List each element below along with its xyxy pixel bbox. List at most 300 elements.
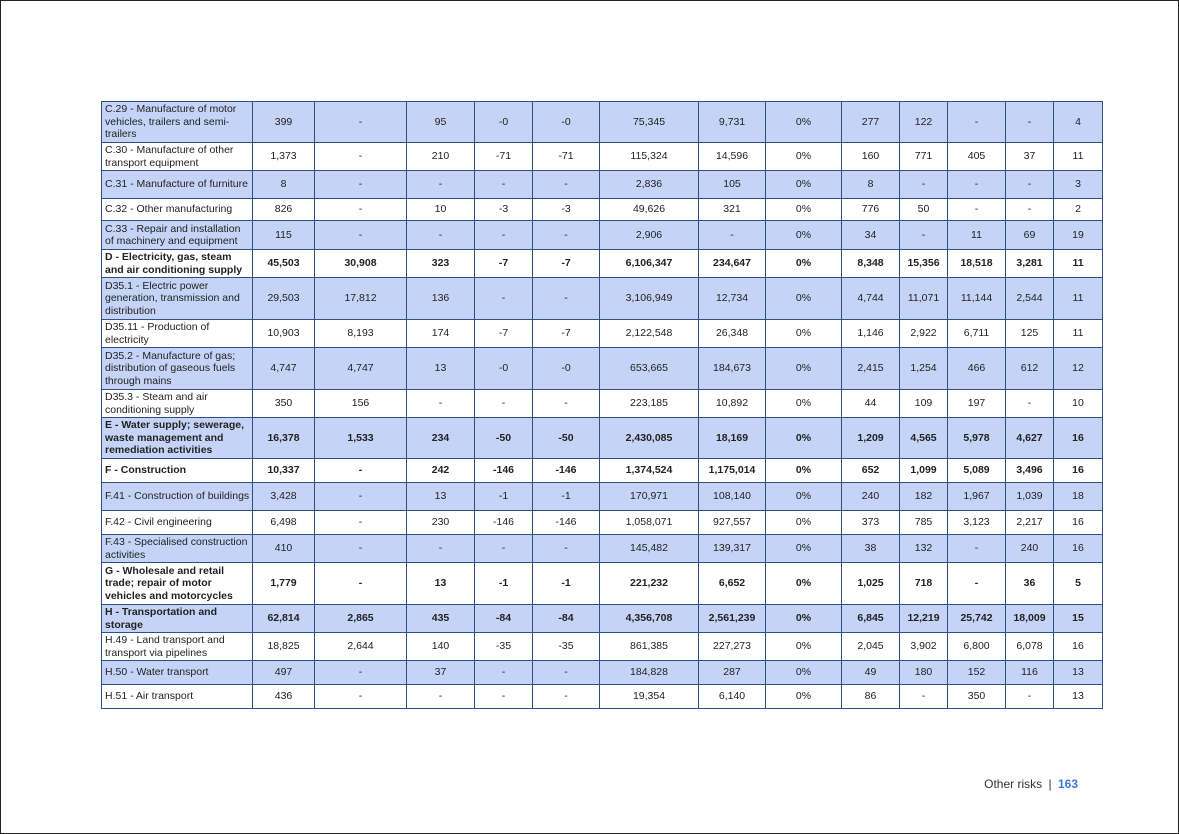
value-cell: 9,731 [699,102,766,143]
value-cell: 18,169 [699,418,766,459]
value-cell: 4,627 [1006,418,1054,459]
value-cell: 2,561,239 [699,605,766,633]
value-cell: 0% [766,171,842,199]
value-cell: 230 [407,511,475,535]
value-cell: 45,503 [253,250,315,278]
value-cell: 18,825 [253,633,315,661]
value-cell: 3,106,949 [600,278,699,320]
value-cell: 29,503 [253,278,315,320]
value-cell: 8 [842,171,900,199]
row-label-cell: F.42 - Civil engineering [102,511,253,535]
value-cell: 12,219 [900,605,948,633]
value-cell: 373 [842,511,900,535]
table-row [102,483,1103,511]
value-cell: 1,039 [1006,483,1054,511]
table-row [102,102,1103,143]
table-row [102,511,1103,535]
value-cell: 0% [766,348,842,390]
value-cell: -35 [533,633,600,661]
value-cell: -0 [475,348,533,390]
value-cell: -7 [475,250,533,278]
value-cell: 350 [253,390,315,418]
value-cell: -146 [533,459,600,483]
value-cell: 0% [766,685,842,709]
value-cell: 16 [1054,511,1103,535]
table-row [102,278,1103,320]
value-cell: -0 [475,102,533,143]
value-cell: 2,045 [842,633,900,661]
row-label-cell: D35.1 - Electric power generation, transmission and distribution [102,278,253,320]
value-cell: 115 [253,221,315,250]
value-cell: 16,378 [253,418,315,459]
row-label-cell: H.51 - Air transport [102,685,253,709]
value-cell: 3,902 [900,633,948,661]
value-cell: 0% [766,459,842,483]
value-cell: 3,281 [1006,250,1054,278]
row-label-cell: D35.11 - Production of electricity [102,320,253,348]
row-label-cell: D35.2 - Manufacture of gas; distribution of gaseous fuels through mains [102,348,253,390]
value-cell: - [533,221,600,250]
row-label-cell: D - Electricity, gas, steam and air conditioning supply [102,250,253,278]
row-label-cell: D35.3 - Steam and air conditioning supply [102,390,253,418]
value-cell: - [533,171,600,199]
value-cell: 182 [900,483,948,511]
value-cell: 2,415 [842,348,900,390]
value-cell: - [900,221,948,250]
value-cell: 0% [766,511,842,535]
value-cell: - [1006,685,1054,709]
value-cell: 0% [766,278,842,320]
value-cell: 11 [948,221,1006,250]
value-cell: 242 [407,459,475,483]
value-cell: 927,557 [699,511,766,535]
value-cell: 62,814 [253,605,315,633]
value-cell: 0% [766,390,842,418]
table-row [102,563,1103,605]
value-cell: 0% [766,535,842,563]
value-cell: 497 [253,661,315,685]
row-label-cell: C.33 - Repair and installation of machinery and equipment [102,221,253,250]
value-cell: - [533,661,600,685]
value-cell: 0% [766,633,842,661]
value-cell: - [407,221,475,250]
value-cell: 10,337 [253,459,315,483]
value-cell: 13 [1054,685,1103,709]
value-cell: 13 [407,348,475,390]
value-cell: - [315,199,407,221]
value-cell: - [948,199,1006,221]
value-cell: - [407,390,475,418]
value-cell: 19 [1054,221,1103,250]
table-row [102,633,1103,661]
value-cell: 1,058,071 [600,511,699,535]
value-cell: 49,626 [600,199,699,221]
value-cell: 145,482 [600,535,699,563]
value-cell: 405 [948,143,1006,171]
value-cell: 108,140 [699,483,766,511]
value-cell: 2,922 [900,320,948,348]
value-cell: 116 [1006,661,1054,685]
value-cell: - [315,511,407,535]
table-row [102,199,1103,221]
value-cell: 321 [699,199,766,221]
value-cell: 122 [900,102,948,143]
value-cell: 0% [766,418,842,459]
value-cell: - [475,685,533,709]
value-cell: 95 [407,102,475,143]
row-label-cell: E - Water supply; sewerage, waste management and remediation activities [102,418,253,459]
value-cell: - [475,221,533,250]
value-cell: - [699,221,766,250]
value-cell: - [533,685,600,709]
value-cell: - [315,563,407,605]
value-cell: - [533,278,600,320]
row-label-cell: H.49 - Land transport and transport via pipelines [102,633,253,661]
value-cell: 776 [842,199,900,221]
value-cell: -35 [475,633,533,661]
value-cell: 2 [1054,199,1103,221]
value-cell: -71 [533,143,600,171]
value-cell: 234,647 [699,250,766,278]
value-cell: 197 [948,390,1006,418]
value-cell: 3,428 [253,483,315,511]
value-cell: - [1006,390,1054,418]
value-cell: 13 [407,563,475,605]
value-cell: 18,009 [1006,605,1054,633]
value-cell: -1 [475,563,533,605]
value-cell: 10,903 [253,320,315,348]
value-cell: 653,665 [600,348,699,390]
value-cell: 12,734 [699,278,766,320]
value-cell: 14,596 [699,143,766,171]
value-cell: 0% [766,661,842,685]
value-cell: - [475,535,533,563]
value-cell: 240 [1006,535,1054,563]
value-cell: - [948,102,1006,143]
value-cell: 15,356 [900,250,948,278]
value-cell: 6,498 [253,511,315,535]
value-cell: 38 [842,535,900,563]
value-cell: - [1006,102,1054,143]
value-cell: - [475,661,533,685]
value-cell: 1,025 [842,563,900,605]
value-cell: 174 [407,320,475,348]
value-cell: 4,747 [253,348,315,390]
value-cell: 13 [1054,661,1103,685]
value-cell: 18 [1054,483,1103,511]
value-cell: - [533,535,600,563]
value-cell: 11 [1054,320,1103,348]
page-footer [984,777,1078,791]
value-cell: 136 [407,278,475,320]
value-cell: - [315,535,407,563]
value-cell: 652 [842,459,900,483]
value-cell: -71 [475,143,533,171]
value-cell: 105 [699,171,766,199]
table-row [102,535,1103,563]
value-cell: - [900,685,948,709]
value-cell: -50 [533,418,600,459]
value-cell: 17,812 [315,278,407,320]
table-row [102,661,1103,685]
value-cell: - [533,390,600,418]
value-cell: 115,324 [600,143,699,171]
table-row [102,605,1103,633]
value-cell: 140 [407,633,475,661]
value-cell: 1,146 [842,320,900,348]
value-cell: - [407,171,475,199]
value-cell: - [315,685,407,709]
row-label-cell: F.41 - Construction of buildings [102,483,253,511]
value-cell: 1,779 [253,563,315,605]
value-cell: 44 [842,390,900,418]
value-cell: - [1006,171,1054,199]
value-cell: 36 [1006,563,1054,605]
value-cell: -146 [475,511,533,535]
value-cell: 15 [1054,605,1103,633]
value-cell: 1,374,524 [600,459,699,483]
value-cell: 184,673 [699,348,766,390]
value-cell: -3 [533,199,600,221]
value-cell: 10,892 [699,390,766,418]
value-cell: 2,544 [1006,278,1054,320]
value-cell: 1,533 [315,418,407,459]
value-cell: 3,496 [1006,459,1054,483]
footer-section-title: Other risks [984,777,1043,791]
value-cell: 718 [900,563,948,605]
value-cell: 771 [900,143,948,171]
value-cell: -84 [533,605,600,633]
row-label-cell: F.43 - Specialised construction activities [102,535,253,563]
table-row [102,250,1103,278]
value-cell: -0 [533,348,600,390]
value-cell: - [407,685,475,709]
row-label-cell: C.31 - Manufacture of furniture [102,171,253,199]
value-cell: 1,254 [900,348,948,390]
value-cell: - [407,535,475,563]
value-cell: 25,742 [948,605,1006,633]
value-cell: 6,845 [842,605,900,633]
value-cell: 0% [766,143,842,171]
value-cell: 75,345 [600,102,699,143]
value-cell: -7 [475,320,533,348]
value-cell: 16 [1054,633,1103,661]
value-cell: 11 [1054,250,1103,278]
value-cell: - [948,171,1006,199]
value-cell: 4,356,708 [600,605,699,633]
value-cell: 287 [699,661,766,685]
value-cell: 49 [842,661,900,685]
value-cell: 2,430,085 [600,418,699,459]
value-cell: -7 [533,250,600,278]
value-cell: - [475,171,533,199]
value-cell: 19,354 [600,685,699,709]
value-cell: 350 [948,685,1006,709]
value-cell: 3 [1054,171,1103,199]
value-cell: 221,232 [600,563,699,605]
value-cell: 16 [1054,459,1103,483]
value-cell: 0% [766,221,842,250]
value-cell: 0% [766,563,842,605]
risk-data-table [101,101,1103,709]
value-cell: 6,140 [699,685,766,709]
value-cell: 227,273 [699,633,766,661]
value-cell: 5,978 [948,418,1006,459]
value-cell: 8,348 [842,250,900,278]
row-label-cell: F - Construction [102,459,253,483]
value-cell: 1,373 [253,143,315,171]
value-cell: 37 [1006,143,1054,171]
value-cell: 50 [900,199,948,221]
value-cell: 30,908 [315,250,407,278]
value-cell: 86 [842,685,900,709]
value-cell: 1,967 [948,483,1006,511]
value-cell: 0% [766,320,842,348]
value-cell: - [475,390,533,418]
value-cell: 826 [253,199,315,221]
table-row [102,685,1103,709]
value-cell: 1,209 [842,418,900,459]
table-row [102,390,1103,418]
value-cell: 323 [407,250,475,278]
value-cell: 2,865 [315,605,407,633]
value-cell: 399 [253,102,315,143]
value-cell: - [315,102,407,143]
value-cell: 210 [407,143,475,171]
footer-separator: | [1048,777,1052,791]
value-cell: - [315,661,407,685]
value-cell: 612 [1006,348,1054,390]
value-cell: 11 [1054,278,1103,320]
value-cell: -3 [475,199,533,221]
value-cell: 4,565 [900,418,948,459]
value-cell: 240 [842,483,900,511]
value-cell: 16 [1054,418,1103,459]
value-cell: -0 [533,102,600,143]
value-cell: 2,644 [315,633,407,661]
value-cell: -7 [533,320,600,348]
value-cell: 11 [1054,143,1103,171]
row-label-cell: C.30 - Manufacture of other transport equipment [102,143,253,171]
value-cell: 156 [315,390,407,418]
value-cell: - [315,171,407,199]
value-cell: - [900,171,948,199]
value-cell: 2,906 [600,221,699,250]
value-cell: 0% [766,102,842,143]
value-cell: 466 [948,348,1006,390]
value-cell: -1 [533,483,600,511]
value-cell: -1 [475,483,533,511]
table-body [102,102,1103,709]
row-label-cell: G - Wholesale and retail trade; repair of motor vehicles and motorcycles [102,563,253,605]
table-row [102,418,1103,459]
row-label-cell: H.50 - Water transport [102,661,253,685]
value-cell: 410 [253,535,315,563]
table-row [102,171,1103,199]
value-cell: 3,123 [948,511,1006,535]
value-cell: 18,518 [948,250,1006,278]
value-cell: 785 [900,511,948,535]
table-row [102,348,1103,390]
value-cell: 1,099 [900,459,948,483]
value-cell: 2,122,548 [600,320,699,348]
value-cell: -50 [475,418,533,459]
value-cell: 11,144 [948,278,1006,320]
row-label-cell: H - Transportation and storage [102,605,253,633]
value-cell: 0% [766,250,842,278]
value-cell: 26,348 [699,320,766,348]
value-cell: 4,747 [315,348,407,390]
value-cell: - [475,278,533,320]
table-row [102,320,1103,348]
value-cell: 13 [407,483,475,511]
value-cell: 109 [900,390,948,418]
value-cell: 6,106,347 [600,250,699,278]
value-cell: 0% [766,483,842,511]
value-cell: -146 [475,459,533,483]
value-cell: - [315,459,407,483]
value-cell: 69 [1006,221,1054,250]
value-cell: 16 [1054,535,1103,563]
value-cell: 435 [407,605,475,633]
table-row [102,459,1103,483]
value-cell: 12 [1054,348,1103,390]
value-cell: 1,175,014 [699,459,766,483]
table-row [102,143,1103,171]
row-label-cell: C.29 - Manufacture of motor vehicles, trailers and semi-trailers [102,102,253,143]
value-cell: 6,800 [948,633,1006,661]
value-cell: 234 [407,418,475,459]
value-cell: 10 [1054,390,1103,418]
row-label-cell: C.32 - Other manufacturing [102,199,253,221]
value-cell: - [315,221,407,250]
value-cell: 6,652 [699,563,766,605]
value-cell: 0% [766,605,842,633]
value-cell: 37 [407,661,475,685]
value-cell: -84 [475,605,533,633]
value-cell: 4 [1054,102,1103,143]
value-cell: 11,071 [900,278,948,320]
value-cell: 4,744 [842,278,900,320]
value-cell: 2,836 [600,171,699,199]
value-cell: 436 [253,685,315,709]
value-cell: 170,971 [600,483,699,511]
value-cell: 2,217 [1006,511,1054,535]
value-cell: 132 [900,535,948,563]
value-cell: 6,711 [948,320,1006,348]
value-cell: 223,185 [600,390,699,418]
value-cell: 6,078 [1006,633,1054,661]
value-cell: 10 [407,199,475,221]
value-cell: 0% [766,199,842,221]
value-cell: 8 [253,171,315,199]
value-cell: 160 [842,143,900,171]
value-cell: 184,828 [600,661,699,685]
value-cell: 861,385 [600,633,699,661]
value-cell: 139,317 [699,535,766,563]
value-cell: - [1006,199,1054,221]
page-number: 163 [1057,777,1078,791]
value-cell: 34 [842,221,900,250]
value-cell: 5,089 [948,459,1006,483]
value-cell: 8,193 [315,320,407,348]
value-cell: 277 [842,102,900,143]
value-cell: -146 [533,511,600,535]
value-cell: -1 [533,563,600,605]
value-cell: 180 [900,661,948,685]
value-cell: 125 [1006,320,1054,348]
value-cell: 5 [1054,563,1103,605]
